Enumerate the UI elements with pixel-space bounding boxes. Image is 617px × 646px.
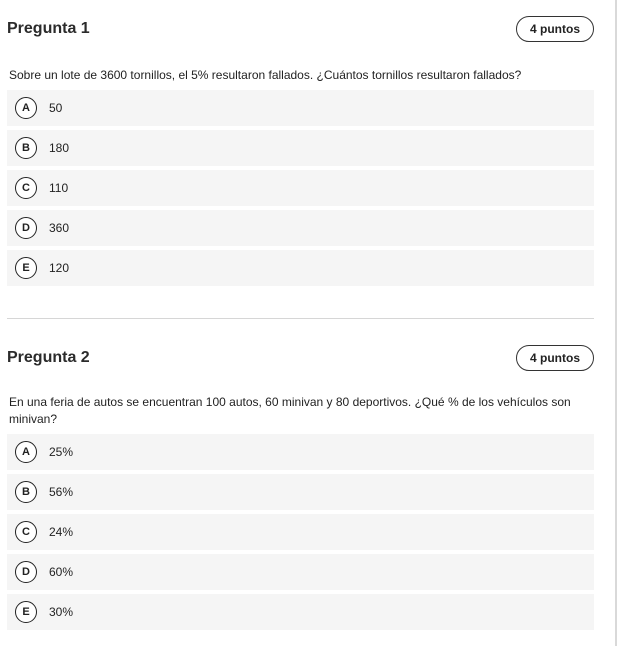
option-letter-c: C	[15, 521, 37, 543]
option-text: 360	[49, 221, 70, 235]
option-letter-c: C	[15, 177, 37, 199]
option-letter-b: B	[15, 481, 37, 503]
answer-option-a[interactable]	[7, 434, 594, 470]
answer-options	[7, 434, 594, 630]
answer-option-c[interactable]	[7, 514, 594, 550]
points-badge: 4 puntos	[516, 16, 594, 42]
answer-option-e[interactable]	[7, 594, 594, 630]
question-2	[7, 344, 594, 630]
answer-option-c[interactable]	[7, 170, 594, 206]
answer-option-d[interactable]	[7, 210, 594, 246]
option-letter-a: A	[15, 97, 37, 119]
option-text: 24%	[49, 525, 74, 539]
answer-option-b[interactable]	[7, 130, 594, 166]
answer-option-d[interactable]	[7, 554, 594, 590]
option-letter-e: E	[15, 601, 37, 623]
option-letter-e: E	[15, 257, 37, 279]
question-title: Pregunta 1	[7, 20, 90, 37]
option-letter-a: A	[15, 441, 37, 463]
option-text: 120	[49, 261, 70, 275]
option-text: 25%	[49, 445, 74, 459]
question-divider	[7, 318, 594, 319]
question-text: Sobre un lote de 3600 tornillos, el 5% resultaron fallados. ¿Cuántos tornillos resultaron fallados?	[9, 68, 522, 82]
question-1	[7, 15, 594, 286]
answer-options	[7, 90, 594, 286]
option-text: 56%	[49, 485, 74, 499]
question-text: En una feria de autos se encuentran 100 autos, 60 minivan y 80 deportivos. ¿Qué % de los vehículos son minivan?	[9, 395, 571, 426]
option-letter-d: D	[15, 561, 37, 583]
question-header	[7, 344, 594, 372]
option-text: 30%	[49, 605, 74, 619]
option-text: 110	[49, 181, 69, 195]
option-text: 180	[49, 141, 70, 155]
question-header	[7, 15, 594, 43]
points-badge: 4 puntos	[516, 345, 594, 371]
answer-option-a[interactable]	[7, 90, 594, 126]
answer-option-b[interactable]	[7, 474, 594, 510]
answer-option-e[interactable]	[7, 250, 594, 286]
question-title: Pregunta 2	[7, 349, 90, 366]
option-letter-d: D	[15, 217, 37, 239]
option-letter-b: B	[15, 137, 37, 159]
option-text: 60%	[49, 565, 74, 579]
option-text: 50	[49, 101, 63, 115]
